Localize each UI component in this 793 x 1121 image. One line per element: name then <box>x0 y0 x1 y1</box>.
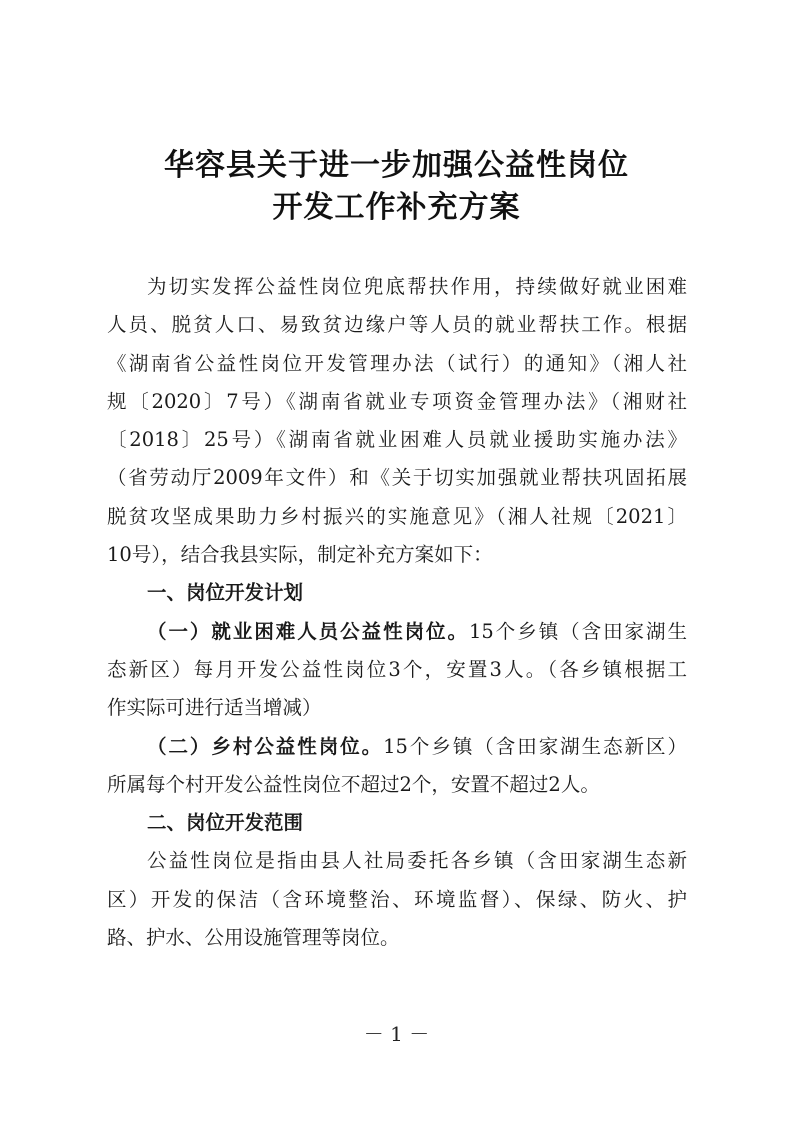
intro-line: 人员、脱贫人口、易致贫边缘户等人员的就业帮扶工作。根据 <box>107 313 687 337</box>
item-1-line: 作实际可进行适当增减） <box>107 696 322 720</box>
intro-line: 规〔2020〕7号）《湖南省就业专项资金管理办法》（湘财社 <box>107 389 687 413</box>
intro-line: 《湖南省公益性岗位开发管理办法（试行）的通知》（湘人社 <box>107 351 687 375</box>
item-1-text: 15个乡镇（含田家湖生 <box>468 619 687 643</box>
scope-line: 区）开发的保洁（含环境整治、环境监督）、保绿、防火、护 <box>107 887 687 911</box>
item-2-line <box>107 728 687 766</box>
item-2-heading: （二）乡村公益性岗位。 <box>147 734 384 758</box>
scope-line: 路、护水、公用设施管理等岗位。 <box>107 926 400 950</box>
intro-line: 为切实发挥公益性岗位兜底帮扶作用，持续做好就业困难 <box>147 275 687 298</box>
item-2-line: 所属每个村开发公益性岗位不超过2个，安置不超过2人。 <box>107 772 600 796</box>
scope-line: 公益性岗位是指由县人社局委托各乡镇（含田家湖生态新 <box>147 849 687 873</box>
section-heading-plan: 一、岗位开发计划 <box>147 581 304 605</box>
intro-line: （省劳动厅2009年文件）和《关于切实加强就业帮扶巩固拓展 <box>107 466 687 490</box>
document-body <box>107 268 687 957</box>
document-title-line-2: 开发工作补充方案 <box>272 190 521 225</box>
intro-line: 10号），结合我县实际，制定补充方案如下： <box>107 543 493 567</box>
intro-line: 〔2018〕25号）《湖南省就业困难人员就业援助实施办法》 <box>107 428 687 452</box>
item-1-line: 态新区）每月开发公益性岗位3个，安置3人。（各乡镇根据工 <box>107 657 687 681</box>
intro-line: 脱贫攻坚成果助力乡村振兴的实施意见》（湘人社规〔2021〕 <box>107 504 687 528</box>
item-1-heading: （一）就业困难人员公益性岗位。 <box>147 619 469 643</box>
item-1-line <box>107 613 687 651</box>
document-title-line-1: 华容县关于进一步加强公益性岗位 <box>164 148 629 183</box>
section-heading-scope: 二、岗位开发范围 <box>147 811 304 835</box>
page-number: － 1 － <box>363 1022 430 1046</box>
item-2-text: 15个乡镇（含田家湖生态新区） <box>383 734 687 758</box>
